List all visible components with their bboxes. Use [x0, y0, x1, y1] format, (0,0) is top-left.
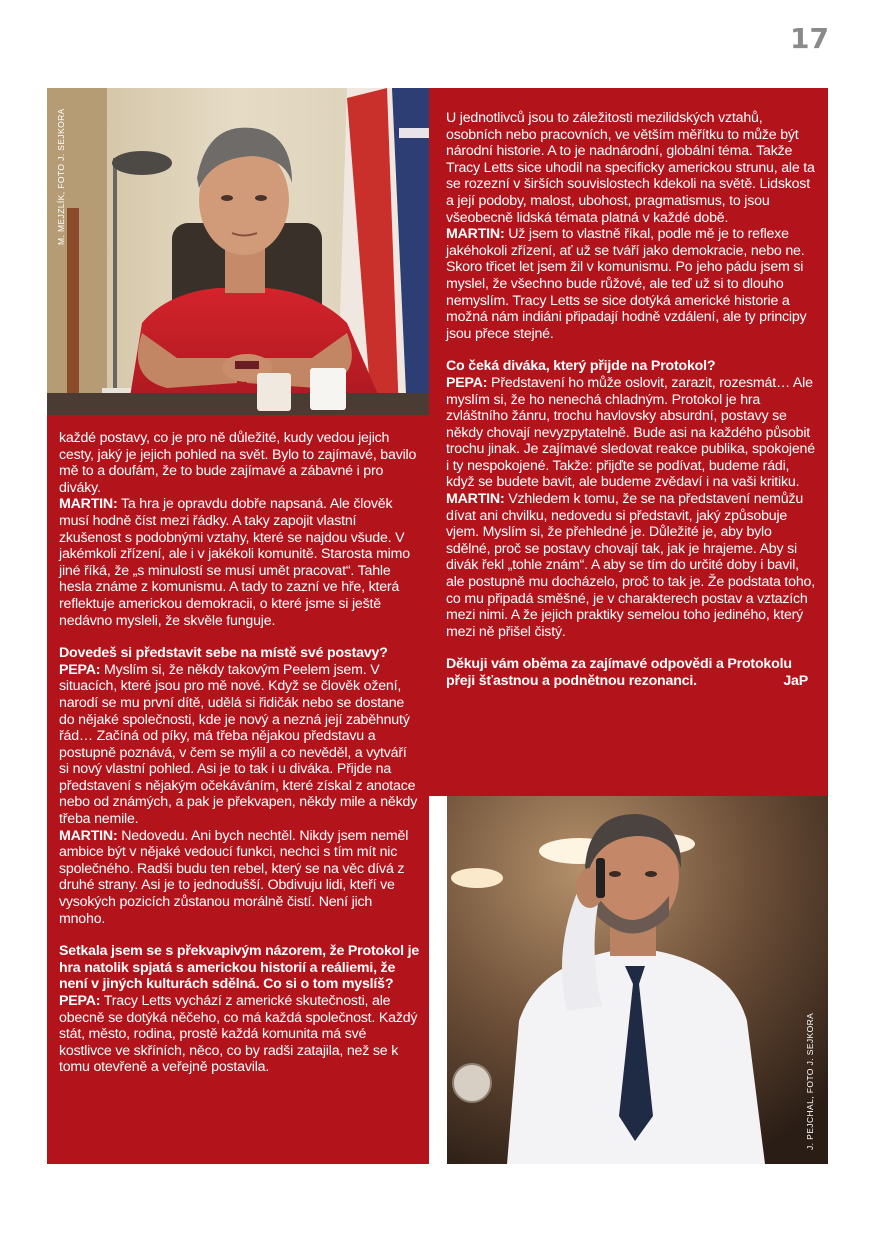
- interview-question: Setkala jsem se s překvapivým názorem, že Protokol je hra natolik spjatá s americkou historií a reáliemi, že není v jiných kulturách sdělná. Co si o tom myslíš?: [59, 943, 420, 993]
- paragraph: MARTIN: Ta hra je opravdu dobře napsaná. Ale člověk musí hodně číst mezi řádky. A taky zapojit vlastní zkušenost s podobnými vztahy, které se najdou všude. V jakémkoli zřízení, ale i v jakékoli komunitě. Starosta mimo jiné říká, že „s minulostí se musí umět pracovat“. Tahle hesla známe z komunismu. A tady to zazní ve hře, která reflektuje americkou demokracii, o které jsme si ještě nedávno mysleli, že skvěle funguje.: [59, 496, 410, 629]
- photo-actor-seated: [47, 88, 429, 415]
- interview-question: Dovedeš si představit sebe na místě své postavy?: [59, 645, 388, 662]
- right-article-column: [446, 110, 818, 690]
- interview-question: Co čeká diváka, který přijde na Protokol?: [446, 358, 716, 375]
- paragraph: MARTIN: Už jsem to vlastně říkal, podle mě je to reflexe jakéhokoli zřízení, ať už se tváří jako demokracie, nebo ne. Skoro třicet let jsem žil v komunismu. Po jeho pádu jsem si myslel, že všechno bude růžové, ale teď už si to dlouho nemyslím. Tracy Letts se sice dotýká americké historie a možná nám indiáni připadají hodně vzdálení, ale ty principy jsou přece stejné.: [446, 226, 807, 342]
- paragraph: MARTIN: Nedovedu. Ani bych nechtěl. Nikdy jsem neměl ambice být v nějaké vedoucí funkci, nechci s tím mít nic společného. Radši budu ten rebel, který se na věc dívá z druhé strany. Asi je to jednodušší. Obdivuju lidi, kteří ve vysokých pozicích zůstanou morálně čistí. Není jich mnoho.: [59, 827, 409, 927]
- photo-top-credit: M. MEJZLÍK, FOTO J. SEJKORA: [56, 108, 66, 245]
- paragraph: PEPA: Myslím si, že někdy takovým Peelem jsem. V situacích, které jsou pro mě nové. Když se člověk ožení, narodí se mu první dítě, udělá si řidičák nebo se dostane do nějaké společnosti, kde je nový a nezná její zaběhnutý řád… Začíná od píky, má třeba nějakou představu a postupně poznává, v čem se mýlil a co nevěděl, a vytváří si nový vlastní pohled. Asi je to tak i u diváka. Přijde na představení s nějakým očekáváním, které získal z anotace nebo od známých, a pak je překvapen, někdy mile a někdy třeba nemile.: [59, 661, 418, 828]
- paragraph: MARTIN: Vzhledem k tomu, že se na představení nemůžu dívat ani chvilku, nedovedu si představit, jaký způsobuje vjem. Myslím si, že přehledné je. Důležité je, aby bylo sdělné, proč se postavy chovají tak, jak je hrajeme. Aby si divák řekl „tohle znám“. A aby se tím do určité doby i bavil, ale postupně mu docházelo, proč to tak je. Že podstata toho, co mu připadá směšné, je v charakterech postav a vztazích mezi nimi. A že jejich praktiky semelou toho jediného, který mezi ně přišel čistý.: [446, 491, 815, 640]
- page-number: 17: [790, 22, 829, 55]
- paragraph: U jednotlivců jsou to záležitosti mezilidských vztahů, osobních nebo pracovních, ve větším měřítku to může být národní historie. A to je nadnárodní, globální téma. Takže Tracy Letts sice uhodil na specificky americkou strunu, ale ta se rozezní v širších souvislostech kdekoli na světě. Lidskost a její podoby, malost, ubohost, pragmatismus, to jsou všeobecně lidská témata platná v každé době.: [446, 110, 815, 226]
- paragraph: PEPA: Představení ho může oslovit, zarazit, rozesmát… Ale myslím si, že ho nenechá chladným. Protokol je hra zvláštního žánru, trochu havlovsky absurdní, postavy se někdy chovají nevyzpytatelně. Bude asi na každého působit trochu jinak. Je zajímavé sledovat reakce publika, spokojené i ty nespokojené. Takže: přijďte se podívat, budeme rádi, když se budete bavit, ale budeme zvědaví i na vaši kritiku.: [446, 374, 815, 491]
- paragraph: PEPA: Tracy Letts vychází z americké skutečnosti, ale obecně se dotýká něčeho, co má každá společnost. Každý stát, město, rodina, prostě každá komunita má své kostlivce ve skříních, něco, co by radši zatajila, než se k tomu otevřeně a veřejně postavila.: [59, 993, 418, 1076]
- photo-bottom-credit: J. PEJCHAL, FOTO J. SEJKORA: [805, 1012, 815, 1150]
- photo-actor-phone: [447, 796, 828, 1164]
- paragraph: každé postavy, co je pro ně důležité, kudy vedou jejich cesty, jaký je jejich pohled na svět. Bylo to zajímavé, bavilo mě to a doufám, že to bude zajímavé a zábavné i pro diváky.: [59, 430, 417, 496]
- author-signature: JaP: [783, 673, 808, 689]
- left-article-column: [59, 430, 420, 1076]
- closing-remark: Děkuji vám oběma za zajímavé odpovědi a Protokolu přeji šťastnou a podnětnou rezonanci. JaP: [446, 656, 808, 689]
